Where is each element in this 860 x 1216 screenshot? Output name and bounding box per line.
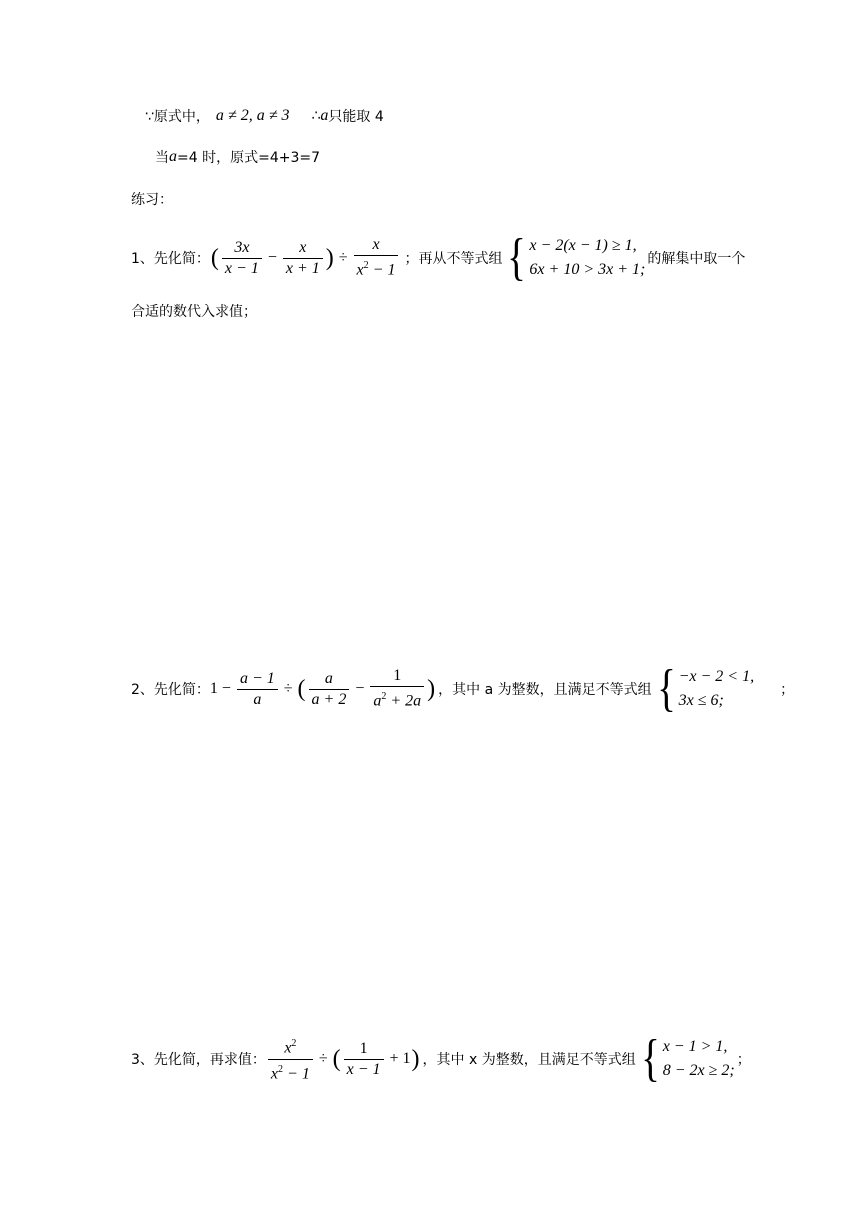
practice-heading: 练习： xyxy=(131,192,173,208)
right-paren: ) xyxy=(411,1045,420,1072)
q1-label: 1、先化简： xyxy=(131,251,210,267)
q1-line-2: 合适的数代入求值； xyxy=(131,304,257,320)
q2-fraction-1: $\frac{a - 1}{a}$ xyxy=(237,669,278,710)
right-paren: ) xyxy=(325,244,334,271)
q1-fraction-1: $\frac{3x}{x - 1}$ xyxy=(222,238,262,279)
question-1: 1、先化简： ( $\frac{3x}{x - 1}$ − $\frac{x}{x + 1}$ ) ÷ $\frac{x}{x^2 - 1}$ ；再从不等式组 { x − 2(x − 1) ≥ 1, 6x + 10 > 3x + 1; 的解集中取一个 xyxy=(131,229,746,286)
variable-a: a xyxy=(320,107,329,124)
q3-inequality-system: { x − 1 > 1, 8 − 2x ≥ 2; xyxy=(640,1030,735,1087)
question-2: 2、先化简： 1 − $\frac{a - 1}{a}$ ÷ ( $\frac{a}{a + 2}$ − $\frac{1}{a^2 + 2a}$ ) ，其中 a 为整数，且满足不等式组 { −x − 2 < 1, 3x ≤ 6; ； xyxy=(131,660,795,717)
q2-mid-text: ，其中 a 为整数，且满足不等式组 xyxy=(438,682,652,698)
q2-tail-text: ； xyxy=(780,682,795,698)
question-3: 3、先化简，再求值： $\frac{x^2}{x^2 - 1}$ ÷ ( $\frac{1}{x - 1}$ + 1 ) ，其中 x 为整数，且满足不等式组 { x − 1 > 1, 8 − 2x ≥ 2; ； xyxy=(131,1030,751,1087)
q1-inequality-system: { x − 2(x − 1) ≥ 1, 6x + 10 > 3x + 1; xyxy=(507,229,646,286)
reasoning-line-2 xyxy=(155,147,320,167)
left-paren: ( xyxy=(210,244,219,271)
q2-fraction-2: $\frac{a}{a + 2}$ xyxy=(309,669,350,710)
brace-icon: { xyxy=(507,229,527,286)
right-paren: ) xyxy=(427,675,436,702)
when-text: 当 xyxy=(155,150,169,166)
brace-icon: { xyxy=(656,660,676,717)
q3-fraction-2: $\frac{1}{x - 1}$ xyxy=(344,1039,384,1080)
q1-fraction-2: $\frac{x}{x + 1}$ xyxy=(283,238,323,279)
left-paren: ( xyxy=(332,1045,341,1072)
q1-mid-text: ；再从不等式组 xyxy=(404,251,503,267)
reasoning-line-1 xyxy=(145,106,384,126)
left-paren: ( xyxy=(297,675,306,702)
q3-label: 3、先化简，再求值： xyxy=(131,1052,266,1068)
q3-mid-text: ，其中 x 为整数，且满足不等式组 xyxy=(422,1052,636,1068)
q1-tail-text: 的解集中取一个 xyxy=(647,251,746,267)
q2-label: 2、先化简： xyxy=(131,682,210,698)
result-text: =4 时，原式=4+3=7 xyxy=(177,150,321,166)
condition-expression: a ≠ 2, a ≠ 3 xyxy=(215,107,290,124)
conclusion-text: 只能取 4 xyxy=(328,109,384,125)
q3-tail-text: ； xyxy=(736,1052,751,1068)
therefore-symbol: ∴ xyxy=(311,108,321,124)
q3-fraction-1: $\frac{x^2}{x^2 - 1}$ xyxy=(268,1034,313,1084)
q2-fraction-3: $\frac{1}{a^2 + 2a}$ xyxy=(370,666,424,711)
variable-a: a xyxy=(169,148,177,165)
q1-fraction-3: $\frac{x}{x^2 - 1}$ xyxy=(354,235,399,280)
because-text: ∵原式中， xyxy=(145,109,210,125)
brace-icon: { xyxy=(640,1030,660,1087)
q2-inequality-system: { −x − 2 < 1, 3x ≤ 6; xyxy=(656,660,755,717)
